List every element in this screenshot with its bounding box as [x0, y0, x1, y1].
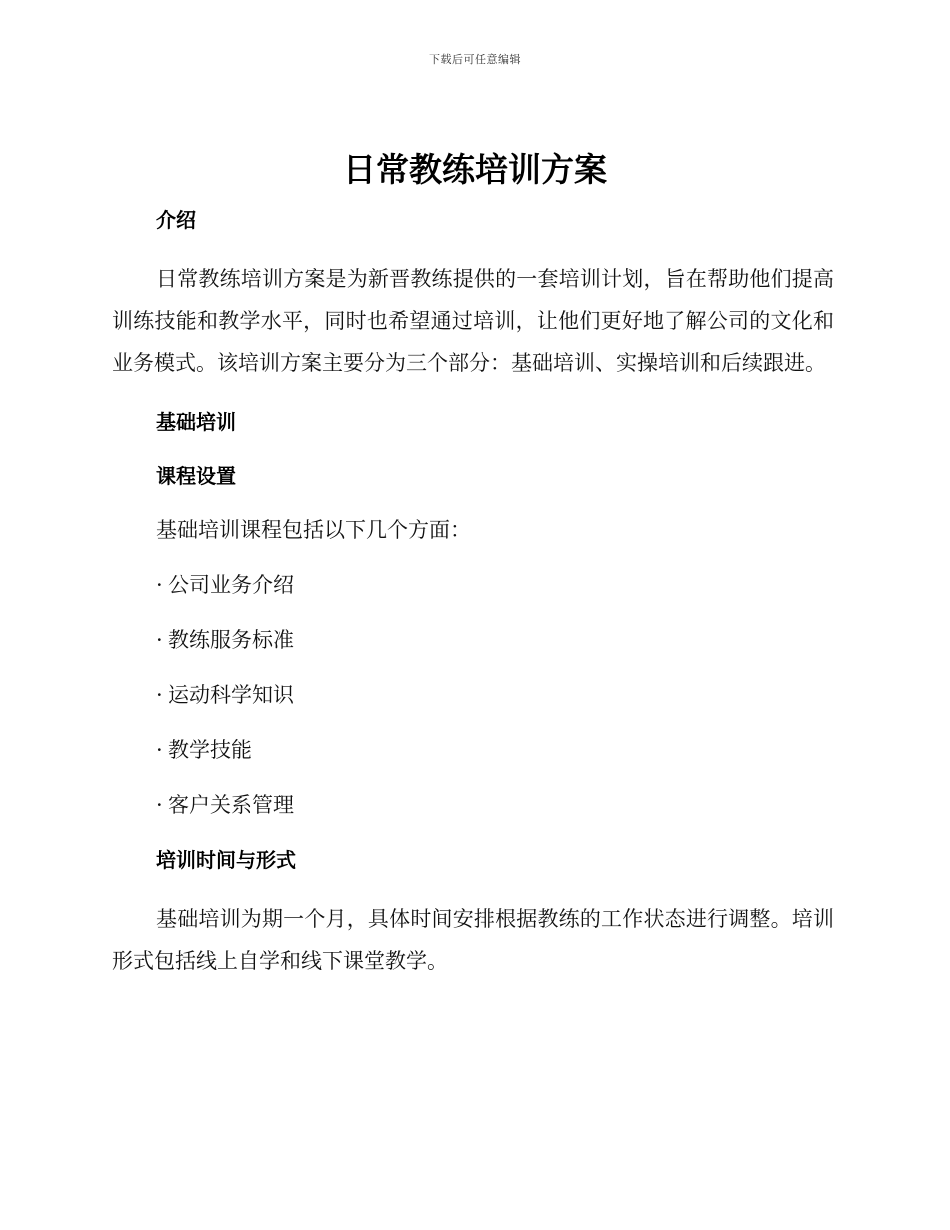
document-body [112, 204, 834, 982]
list-item [156, 789, 834, 821]
list-item-text: 客户关系管理 [168, 793, 294, 817]
course-bullet-list [112, 569, 834, 821]
list-item-text: 教学技能 [168, 738, 252, 762]
bullet-dot-icon: · [156, 683, 163, 707]
schedule-paragraph: 基础培训为期一个月，具体时间安排根据教练的工作状态进行调整。培训形式包括线上自学和线下课堂教学。 [112, 907, 834, 973]
intro-paragraph: 日常教练培训方案是为新晋教练提供的一套培训计划，旨在帮助他们提高训练技能和教学水平，同时也希望通过培训，让他们更好地了解公司的文化和业务模式。该培训方案主要分为三个部分：基础培训、实操培训和后续跟进。 [112, 267, 834, 375]
list-item [156, 734, 834, 766]
list-item [156, 624, 834, 656]
subsection-heading-schedule: 培训时间与形式 [156, 848, 296, 872]
section-heading-intro: 介绍 [156, 208, 196, 232]
subsection-heading-course: 课程设置 [156, 464, 236, 488]
bullet-dot-icon: · [156, 573, 163, 597]
bullet-dot-icon: · [156, 738, 163, 762]
bullet-dot-icon: · [156, 628, 163, 652]
list-item-text: 公司业务介绍 [168, 573, 294, 597]
document-title: 日常教练培训方案 [343, 150, 607, 189]
section-heading-basic-training: 基础培训 [156, 410, 236, 434]
list-item [156, 679, 834, 711]
list-item-text: 教练服务标准 [168, 628, 294, 652]
header-note: 下载后可任意编辑 [429, 53, 521, 66]
bullet-dot-icon: · [156, 793, 163, 817]
list-item [156, 569, 834, 601]
course-lead-text: 基础培训课程包括以下几个方面： [156, 518, 471, 542]
list-item-text: 运动科学知识 [168, 683, 294, 707]
